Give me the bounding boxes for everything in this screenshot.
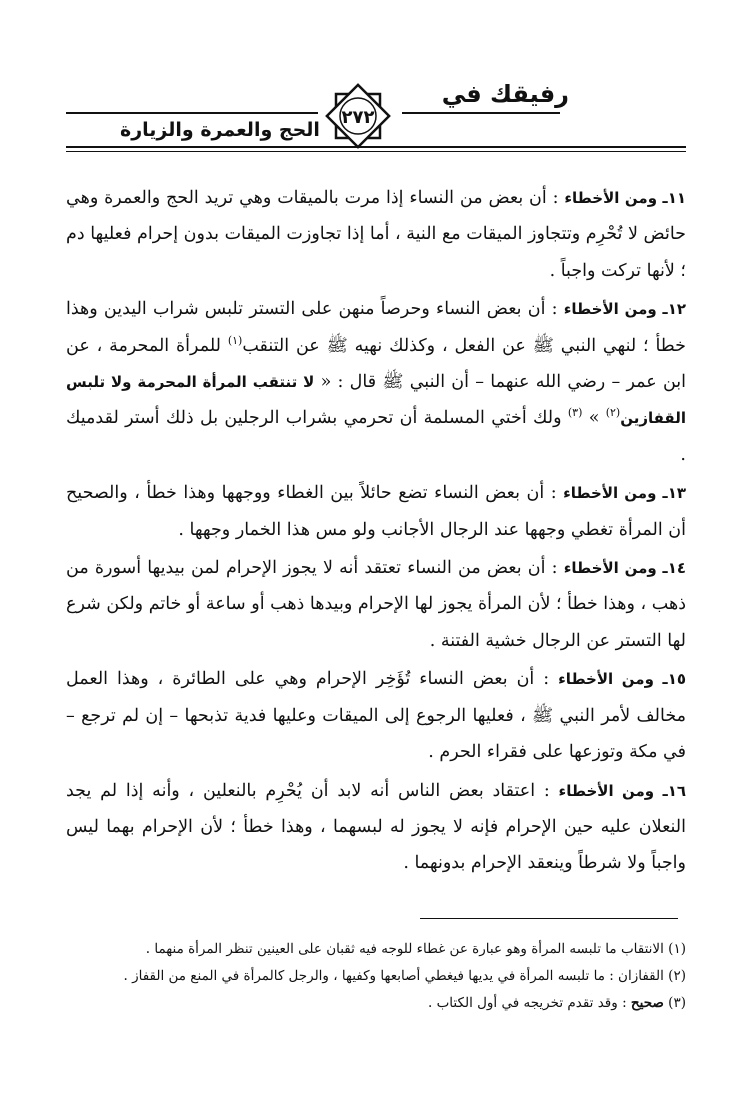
item-label: ١١ـ ومن الأخطاء bbox=[564, 189, 686, 207]
footnote-text: القفازان : ما تلبسه المرأة في يديها فيغطي أصابعها وكفيها ، والرجل كالمرأة في المنع من القفاز . bbox=[123, 968, 669, 984]
footnote-ref: (١) bbox=[227, 333, 243, 347]
item-label: ١٣ـ ومن الأخطاء bbox=[563, 484, 686, 503]
paragraph bbox=[66, 475, 686, 548]
footnotes bbox=[66, 936, 686, 1017]
hadith-quote: لا تنتقب المرأة المحرمة ولا تلبس القفازين bbox=[66, 373, 686, 428]
main-text bbox=[66, 180, 686, 884]
paragraph-text: : أن بعض من النساء إذا مرت بالميقات وهي تريد الحج والعمرة وهي حائض لا تُحْرِم وتتجاوز الميقات مع النية ، أما إذا تجاوزت الميقات بدون إحرام فعليها دم ؛ لأنها تركت واجباً . bbox=[66, 188, 686, 281]
paragraph bbox=[66, 773, 686, 882]
paragraph bbox=[66, 661, 686, 770]
footnote-number: (٢) bbox=[668, 968, 686, 984]
paragraph bbox=[66, 180, 686, 289]
header-top-rule bbox=[402, 112, 560, 114]
footnote-text: : وقد تقدم تخريجه في أول الكتاب . bbox=[428, 995, 631, 1011]
footnote-separator bbox=[420, 918, 678, 919]
footnote-ref: (٢) bbox=[605, 406, 621, 420]
item-label: ١٢ـ ومن الأخطاء bbox=[563, 300, 686, 319]
item-label: ١٤ـ ومن الأخطاء bbox=[563, 559, 686, 578]
footnote-number: (١) bbox=[668, 941, 686, 957]
paragraph bbox=[66, 550, 686, 659]
paragraph-text: : أن بعض من النساء تعتقد أنه لا يجوز الإحرام لمن بيديها أسورة من ذهب ، وهذا خطأ ؛ لأن المرأة يجوز لها الإحرام وبيدها ذهب أو ساعة أو خاتم ولكن شرع لها التستر عن الرجال خشية الفتنة . bbox=[66, 558, 686, 651]
page-number: ٢٧٢ bbox=[341, 107, 375, 128]
paragraph-text: : أن بعض النساء وحرصاً منهن على التستر تلبس شراب اليدين وهذا خطأ ؛ لنهي النبي ﷺ عن الفعل ، وكذلك نهيه ﷺ عن التنقب bbox=[66, 299, 686, 356]
item-label: ١٥ـ ومن الأخطاء bbox=[558, 670, 686, 689]
paragraph-text: للمرأة المحرمة ، عن ابن عمر – رضي الله عنهما – أن النبي ﷺ قال : « bbox=[66, 335, 687, 393]
page-header bbox=[0, 0, 751, 150]
book-title-line1: رفيقك في bbox=[441, 80, 569, 108]
footnote-text: الانتقاب ما تلبسه المرأة وهو عبارة عن غطاء للوجه فيه ثقبان على العينين تنظر المرأة منهما . bbox=[145, 941, 669, 957]
footnote-ref: (٣) bbox=[567, 406, 583, 420]
footnote-label: صحيح bbox=[630, 995, 664, 1011]
paragraph-text: : أن بعض النساء تُؤَخِر الإحرام وهي على الطائرة ، وهذا العمل مخالف لأمر النبي ﷺ ، فعليها الرجوع إلى الميقات وعليها فدية تذبحها – إن لم ترجع – في مكة وتوزعها على فقراء الحرم . bbox=[66, 669, 686, 763]
header-top-rule bbox=[66, 112, 318, 114]
item-label: ١٦ـ ومن الأخطاء bbox=[558, 781, 687, 800]
paragraph-text: » bbox=[582, 408, 606, 429]
footnote bbox=[66, 963, 686, 990]
footnote bbox=[66, 990, 686, 1017]
paragraph-text: : أن بعض النساء تضع حائلاً بين الغطاء ووجهها وهذا خطأ ، والصحيح أن المرأة تغطي وجهها عند الرجال الأجانب ولو مس هذا الخمار وجهها . bbox=[66, 483, 686, 540]
book-title-line2: الحج والعمرة والزيارة bbox=[120, 119, 320, 141]
paragraph-text: : اعتقاد بعض الناس أنه لابد أن يُحْرِم بالنعلين ، وأنه إذا لم يجد النعلان عليه حين الإحرام فإنه لا يجوز له لبسهما ، وهذا خطأ ؛ لأن الإحرام بهما ليس واجباً ولا شرطاً وينعقد الإحرام بدونهما . bbox=[66, 780, 686, 874]
footnote bbox=[66, 936, 686, 963]
footnote-number: (٣) bbox=[668, 995, 686, 1011]
paragraph-text: ولك أختي المسلمة أن تحرمي بشراب الرجلين بل ذلك أستر لقدميك . bbox=[66, 408, 686, 465]
page-number-badge bbox=[322, 80, 394, 152]
paragraph bbox=[66, 291, 686, 473]
